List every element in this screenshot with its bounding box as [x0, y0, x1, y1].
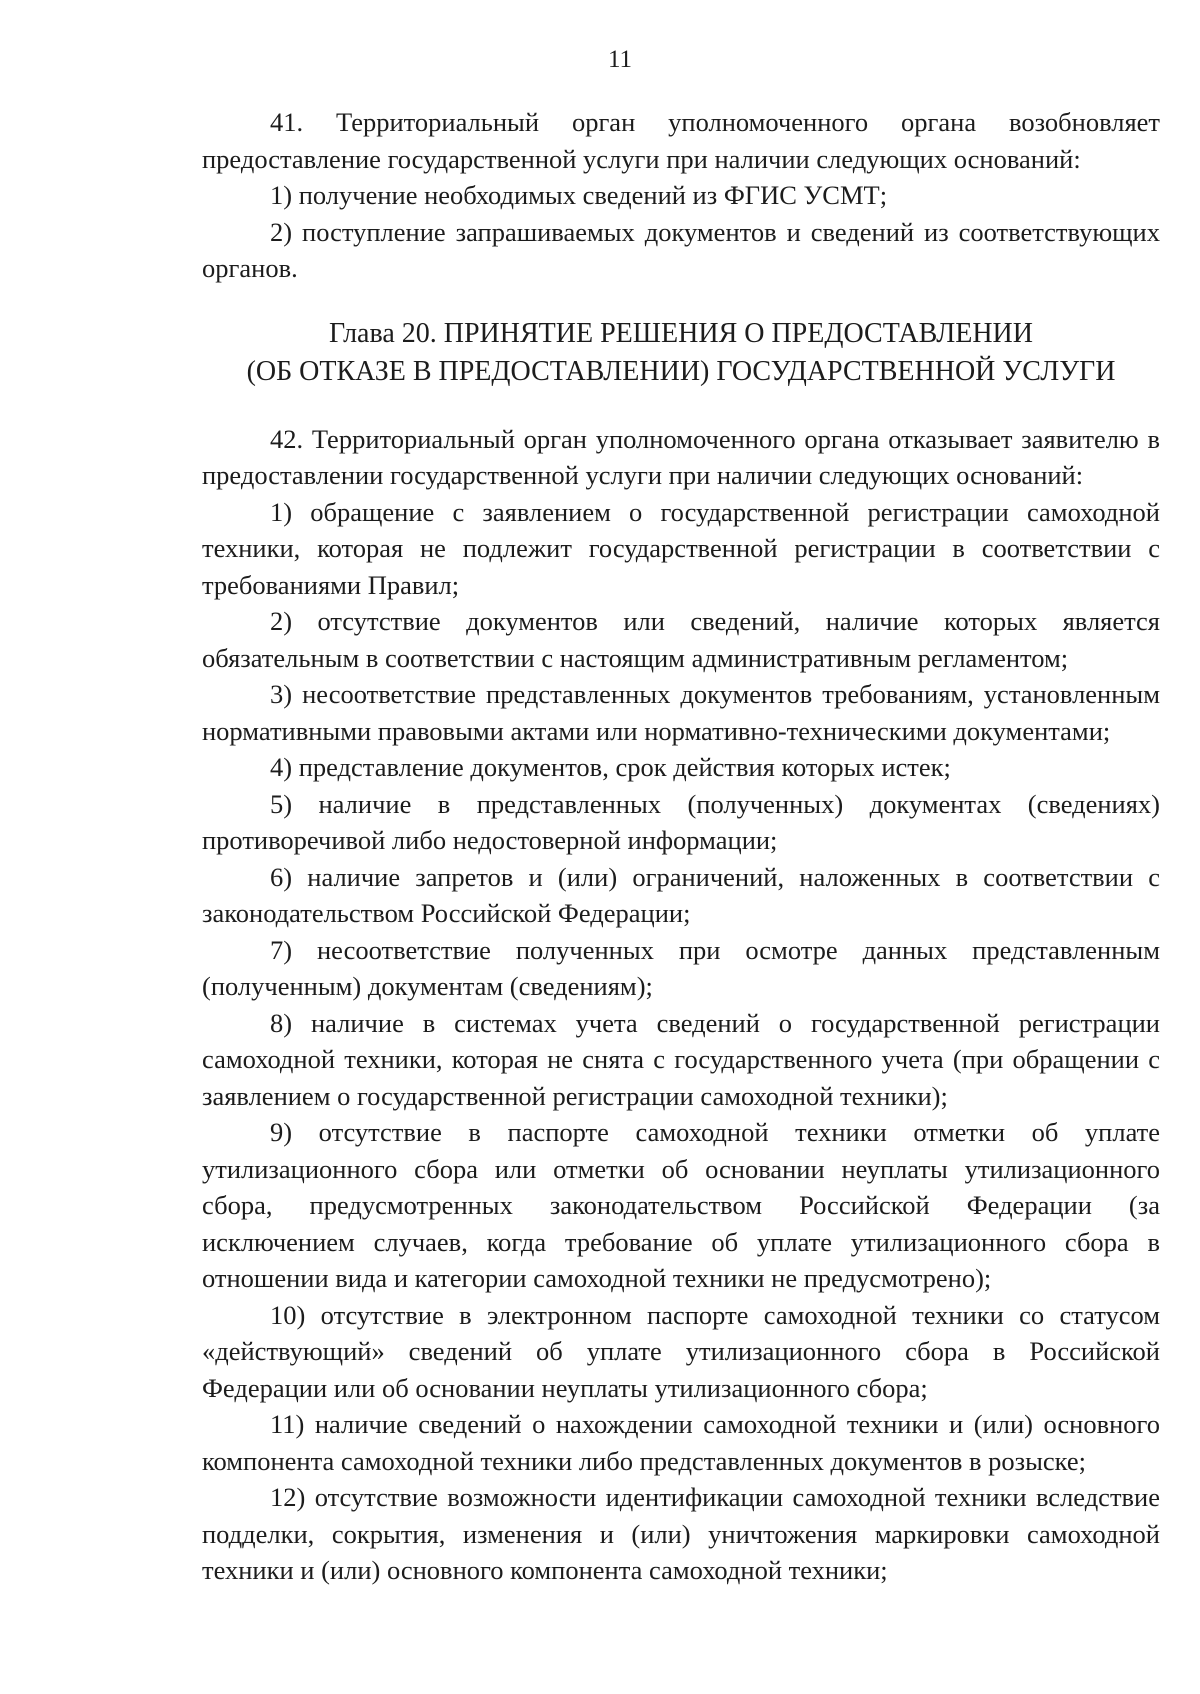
- paragraph-42-item-4: 4) представление документов, срок действия которых истек;: [270, 752, 951, 782]
- paragraph-42-item-9: 9) отсутствие в паспорте самоходной техники отметки об уплате утилизационного сбора или отметки об основании неуплаты утилизационного сбора, предусмотренных законодательством Российской Федерации (за исключением случаев, когда требование об уплате утилизационного сбора в отношении вида и категории самоходной техники не предусмотрено);: [202, 1117, 1160, 1293]
- paragraph-42-intro: 42. Территориальный орган уполномоченного органа отказывает заявителю в предоставлении государственной услуги при наличии следующих оснований:: [202, 423, 1160, 490]
- paragraph-42-item-6: 6) наличие запретов и (или) ограничений, наложенных в соответствии с законодательством Российской Федерации;: [202, 861, 1160, 928]
- chapter-heading-line-2: (ОБ ОТКАЗЕ В ПРЕДОСТАВЛЕНИИ) ГОСУДАРСТВЕННОЙ УСЛУГИ: [246, 355, 1116, 387]
- page-number: 11: [607, 46, 633, 73]
- paragraph-42-item-10: 10) отсутствие в электронном паспорте самоходной техники со статусом «действующий» сведений об уплате утилизационного сбора в Российской Федерации или об основании неуплаты утилизационного сбора;: [202, 1299, 1160, 1403]
- paragraph-42-item-5: 5) наличие в представленных (полученных) документах (сведениях) противоречивой либо недостоверной информации;: [202, 788, 1160, 855]
- paragraph-42-item-7: 7) несоответствие полученных при осмотре данных представленным (полученным) документам (сведениям);: [202, 934, 1160, 1001]
- paragraph-41-intro: 41. Территориальный орган уполномоченного органа возобновляет предоставление государственной услуги при наличии следующих оснований:: [202, 107, 1160, 174]
- paragraph-42-item-1: 1) обращение с заявлением о государственной регистрации самоходной техники, которая не подлежит государственной регистрации в соответствии с требованиями Правил;: [202, 496, 1160, 600]
- chapter-heading: [202, 315, 1160, 391]
- chapter-heading-line-1: Глава 20. ПРИНЯТИЕ РЕШЕНИЯ О ПРЕДОСТАВЛЕНИИ: [329, 317, 1033, 349]
- paragraph-42-item-12: 12) отсутствие возможности идентификации самоходной техники вследствие подделки, сокрытия, изменения и (или) уничтожения маркировки самоходной техники и (или) основного компонента самоходной техники;: [202, 1482, 1160, 1585]
- document-body: [202, 104, 1160, 1589]
- paragraph-42-item-8: 8) наличие в системах учета сведений о государственной регистрации самоходной техники, которая не снята с государственного учета (при обращении с заявлением о государственной регистрации самоходной техники);: [202, 1007, 1160, 1111]
- paragraph-41-item-1: 1) получение необходимых сведений из ФГИС УСМТ;: [270, 180, 888, 210]
- paragraph-41-item-2: 2) поступление запрашиваемых документов и сведений из соответствующих органов.: [202, 216, 1160, 283]
- paragraph-42-item-3: 3) несоответствие представленных документов требованиям, установленным нормативными правовыми актами или нормативно-техническими документами;: [202, 679, 1160, 746]
- paragraph-42-item-2: 2) отсутствие документов или сведений, наличие которых является обязательным в соответствии с настоящим административным регламентом;: [202, 606, 1160, 673]
- paragraph-42-item-11: 11) наличие сведений о нахождении самоходной техники и (или) основного компонента самоходной техники либо представленных документов в розыске;: [202, 1409, 1160, 1476]
